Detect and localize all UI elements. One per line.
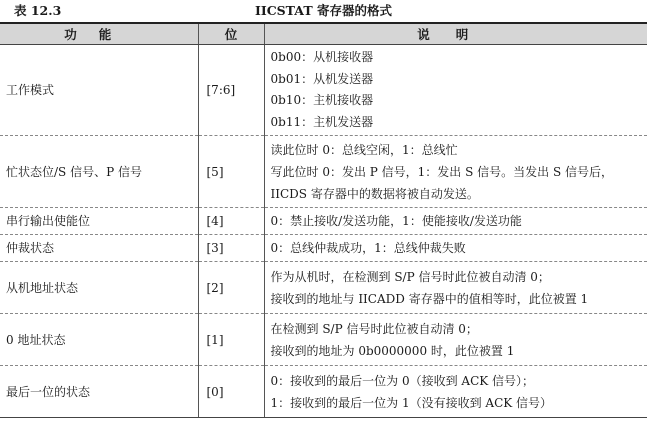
row-function: 0 地址状态 xyxy=(0,314,198,366)
description-line: 0b00：从机接收器 xyxy=(270,50,374,64)
row-bits: [0] xyxy=(198,366,264,418)
table-row xyxy=(0,262,647,314)
description-line: 接收到的地址为 0b0000000 时，此位被置 1 xyxy=(270,343,515,358)
row-function: 工作模式 xyxy=(0,45,198,136)
description-line: 0：接收到的最后一位为 0（接收到 ACK 信号）； xyxy=(270,373,535,388)
description-line: 作为从机时，在检测到 S/P 信号时此位被自动清 0； xyxy=(270,269,550,284)
description-line: 0b01：从机发送器 xyxy=(270,71,374,86)
table-row xyxy=(0,314,647,366)
row-bits: [4] xyxy=(198,208,264,235)
header-row xyxy=(0,23,647,45)
row-bits: [7:6] xyxy=(198,45,264,136)
header-bits: 位 xyxy=(198,23,264,45)
row-description xyxy=(264,136,647,208)
header-description: 说明 xyxy=(264,23,647,45)
description-line: 0：总线仲裁成功，1：总线仲裁失败 xyxy=(270,241,466,255)
table-caption xyxy=(0,0,647,22)
table-row xyxy=(0,366,647,418)
row-function: 串行输出使能位 xyxy=(0,208,198,235)
row-description xyxy=(264,366,647,418)
row-bits: [3] xyxy=(198,235,264,262)
table-row xyxy=(0,45,647,136)
row-bits: [5] xyxy=(198,136,264,208)
table-number: 表 12.3 xyxy=(14,3,62,18)
row-function: 从机地址状态 xyxy=(0,262,198,314)
row-description xyxy=(264,262,647,314)
description-line: IICDS 寄存器中的数据将被自动发送。 xyxy=(270,186,479,201)
register-format-table xyxy=(0,22,647,418)
row-bits: [1] xyxy=(198,314,264,366)
row-description xyxy=(264,314,647,366)
description-line: 在检测到 S/P 信号时此位被自动清 0； xyxy=(270,321,478,336)
description-line: 接收到的地址与 IICADD 寄存器中的值相等时，此位被置 1 xyxy=(270,291,589,306)
table-row xyxy=(0,136,647,208)
row-function: 忙状态位/S 信号、P 信号 xyxy=(0,136,198,208)
description-line: 0b11：主机发送器 xyxy=(270,114,374,129)
description-line: 0b10：主机接收器 xyxy=(270,93,374,107)
row-description xyxy=(264,208,647,235)
row-bits: [2] xyxy=(198,262,264,314)
row-description xyxy=(264,45,647,136)
table-row xyxy=(0,208,647,235)
row-description xyxy=(264,235,647,262)
table-title: IICSTAT 寄存器的格式 xyxy=(255,3,392,18)
row-function: 仲裁状态 xyxy=(0,235,198,262)
description-line: 写此位时 0：发出 P 信号，1：发出 S 信号。当发出 S 信号后， xyxy=(270,164,613,179)
table-row xyxy=(0,235,647,262)
row-function: 最后一位的状态 xyxy=(0,366,198,418)
description-line: 1：接收到的最后一位为 1（没有接收到 ACK 信号） xyxy=(270,395,553,410)
description-line: 读此位时 0：总线空闲，1：总线忙 xyxy=(270,142,458,157)
header-function: 功能 xyxy=(0,23,198,45)
description-line: 0：禁止接收/发送功能，1：使能接收/发送功能 xyxy=(270,214,522,228)
